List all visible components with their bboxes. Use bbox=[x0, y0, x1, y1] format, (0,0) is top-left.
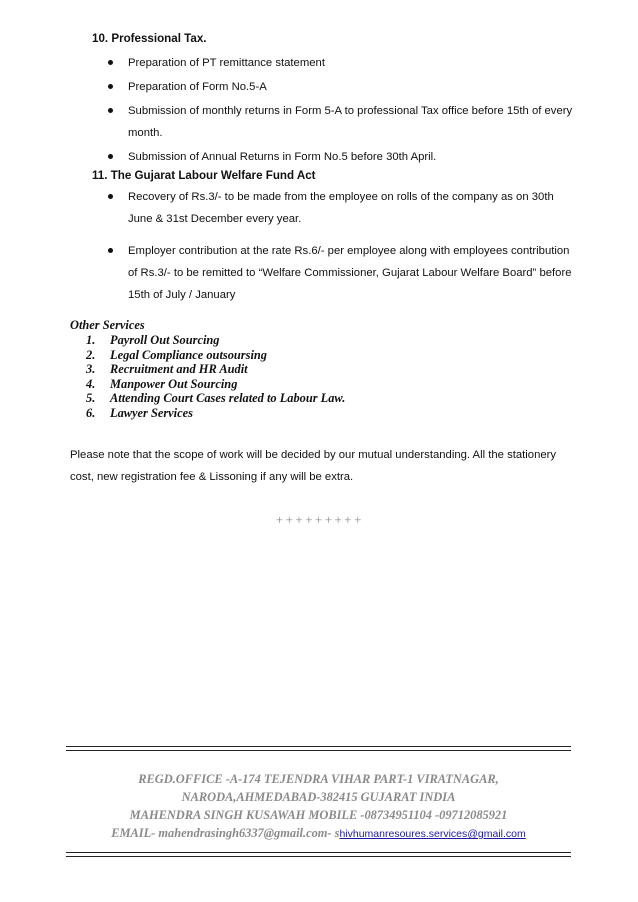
divider bbox=[66, 746, 571, 747]
list-item: Submission of Annual Returns in Form No.5 before 30th April. bbox=[108, 146, 578, 168]
other-services-heading: Other Services bbox=[70, 318, 145, 332]
professional-tax-list bbox=[108, 52, 578, 170]
bullet-icon bbox=[108, 60, 113, 65]
list-item: 2. Legal Compliance outsoursing bbox=[86, 347, 267, 362]
divider bbox=[66, 856, 571, 857]
bullet-icon bbox=[108, 84, 113, 89]
email-link[interactable]: hivhumanresoures.services@gmail.com bbox=[339, 828, 526, 840]
list-item: 1. Payroll Out Sourcing bbox=[86, 333, 220, 347]
section-title-labour-welfare: 11. The Gujarat Labour Welfare Fund Act bbox=[92, 169, 316, 182]
footer-line: MAHENDRA SINGH KUSAWAH MOBILE -08734951104 -09712085921 bbox=[129, 808, 508, 822]
list-item: Submission of monthly returns in Form 5-A to professional Tax office before 15th of every month. bbox=[108, 100, 578, 144]
divider bbox=[66, 852, 571, 853]
list-item: 4. Manpower Out Sourcing bbox=[86, 376, 238, 391]
bullet-icon bbox=[108, 154, 113, 159]
list-item: Preparation of PT remittance statement bbox=[108, 52, 578, 74]
footer-line: REGD.OFFICE -A-174 TEJENDRA VIHAR PART-1 VIRATNAGAR, bbox=[138, 772, 499, 786]
footer-address bbox=[66, 770, 571, 843]
scope-note: Please note that the scope of work will be decided by our mutual understanding. All the stationery cost, new registration fee & Lissoning if any will be extra. bbox=[70, 449, 557, 483]
bullet-icon bbox=[108, 248, 113, 253]
list-item: Employer contribution at the rate Rs.6/- per employee along with employees contribution of Rs.3/- to be remitted to “Welfare Commissioner, Gujarat Labour Welfare Board” before 15th of July / January bbox=[108, 240, 578, 306]
section-title-professional-tax: 10. Professional Tax. bbox=[92, 32, 207, 45]
labour-welfare-list bbox=[108, 186, 578, 308]
footer-line bbox=[66, 824, 571, 843]
bullet-icon bbox=[108, 194, 113, 199]
separator: +++++++++ bbox=[275, 512, 363, 527]
list-item: Preparation of Form No.5-A bbox=[108, 76, 578, 98]
other-services-list bbox=[86, 333, 345, 421]
divider bbox=[66, 750, 571, 751]
list-item: 6. Lawyer Services bbox=[86, 405, 193, 420]
footer-line: NARODA,AHMEDABAD-382415 GUJARAT INDIA bbox=[181, 790, 456, 804]
footer-email: EMAIL- mahendrasingh6337@gmail.com- s bbox=[111, 826, 340, 840]
list-item: 5. Attending Court Cases related to Labour Law. bbox=[86, 391, 346, 406]
bullet-icon bbox=[108, 108, 113, 113]
list-item: 3. Recruitment and HR Audit bbox=[86, 362, 248, 377]
list-item: Recovery of Rs.3/- to be made from the employee on rolls of the company as on 30th June & 31st December every year. bbox=[108, 186, 578, 230]
